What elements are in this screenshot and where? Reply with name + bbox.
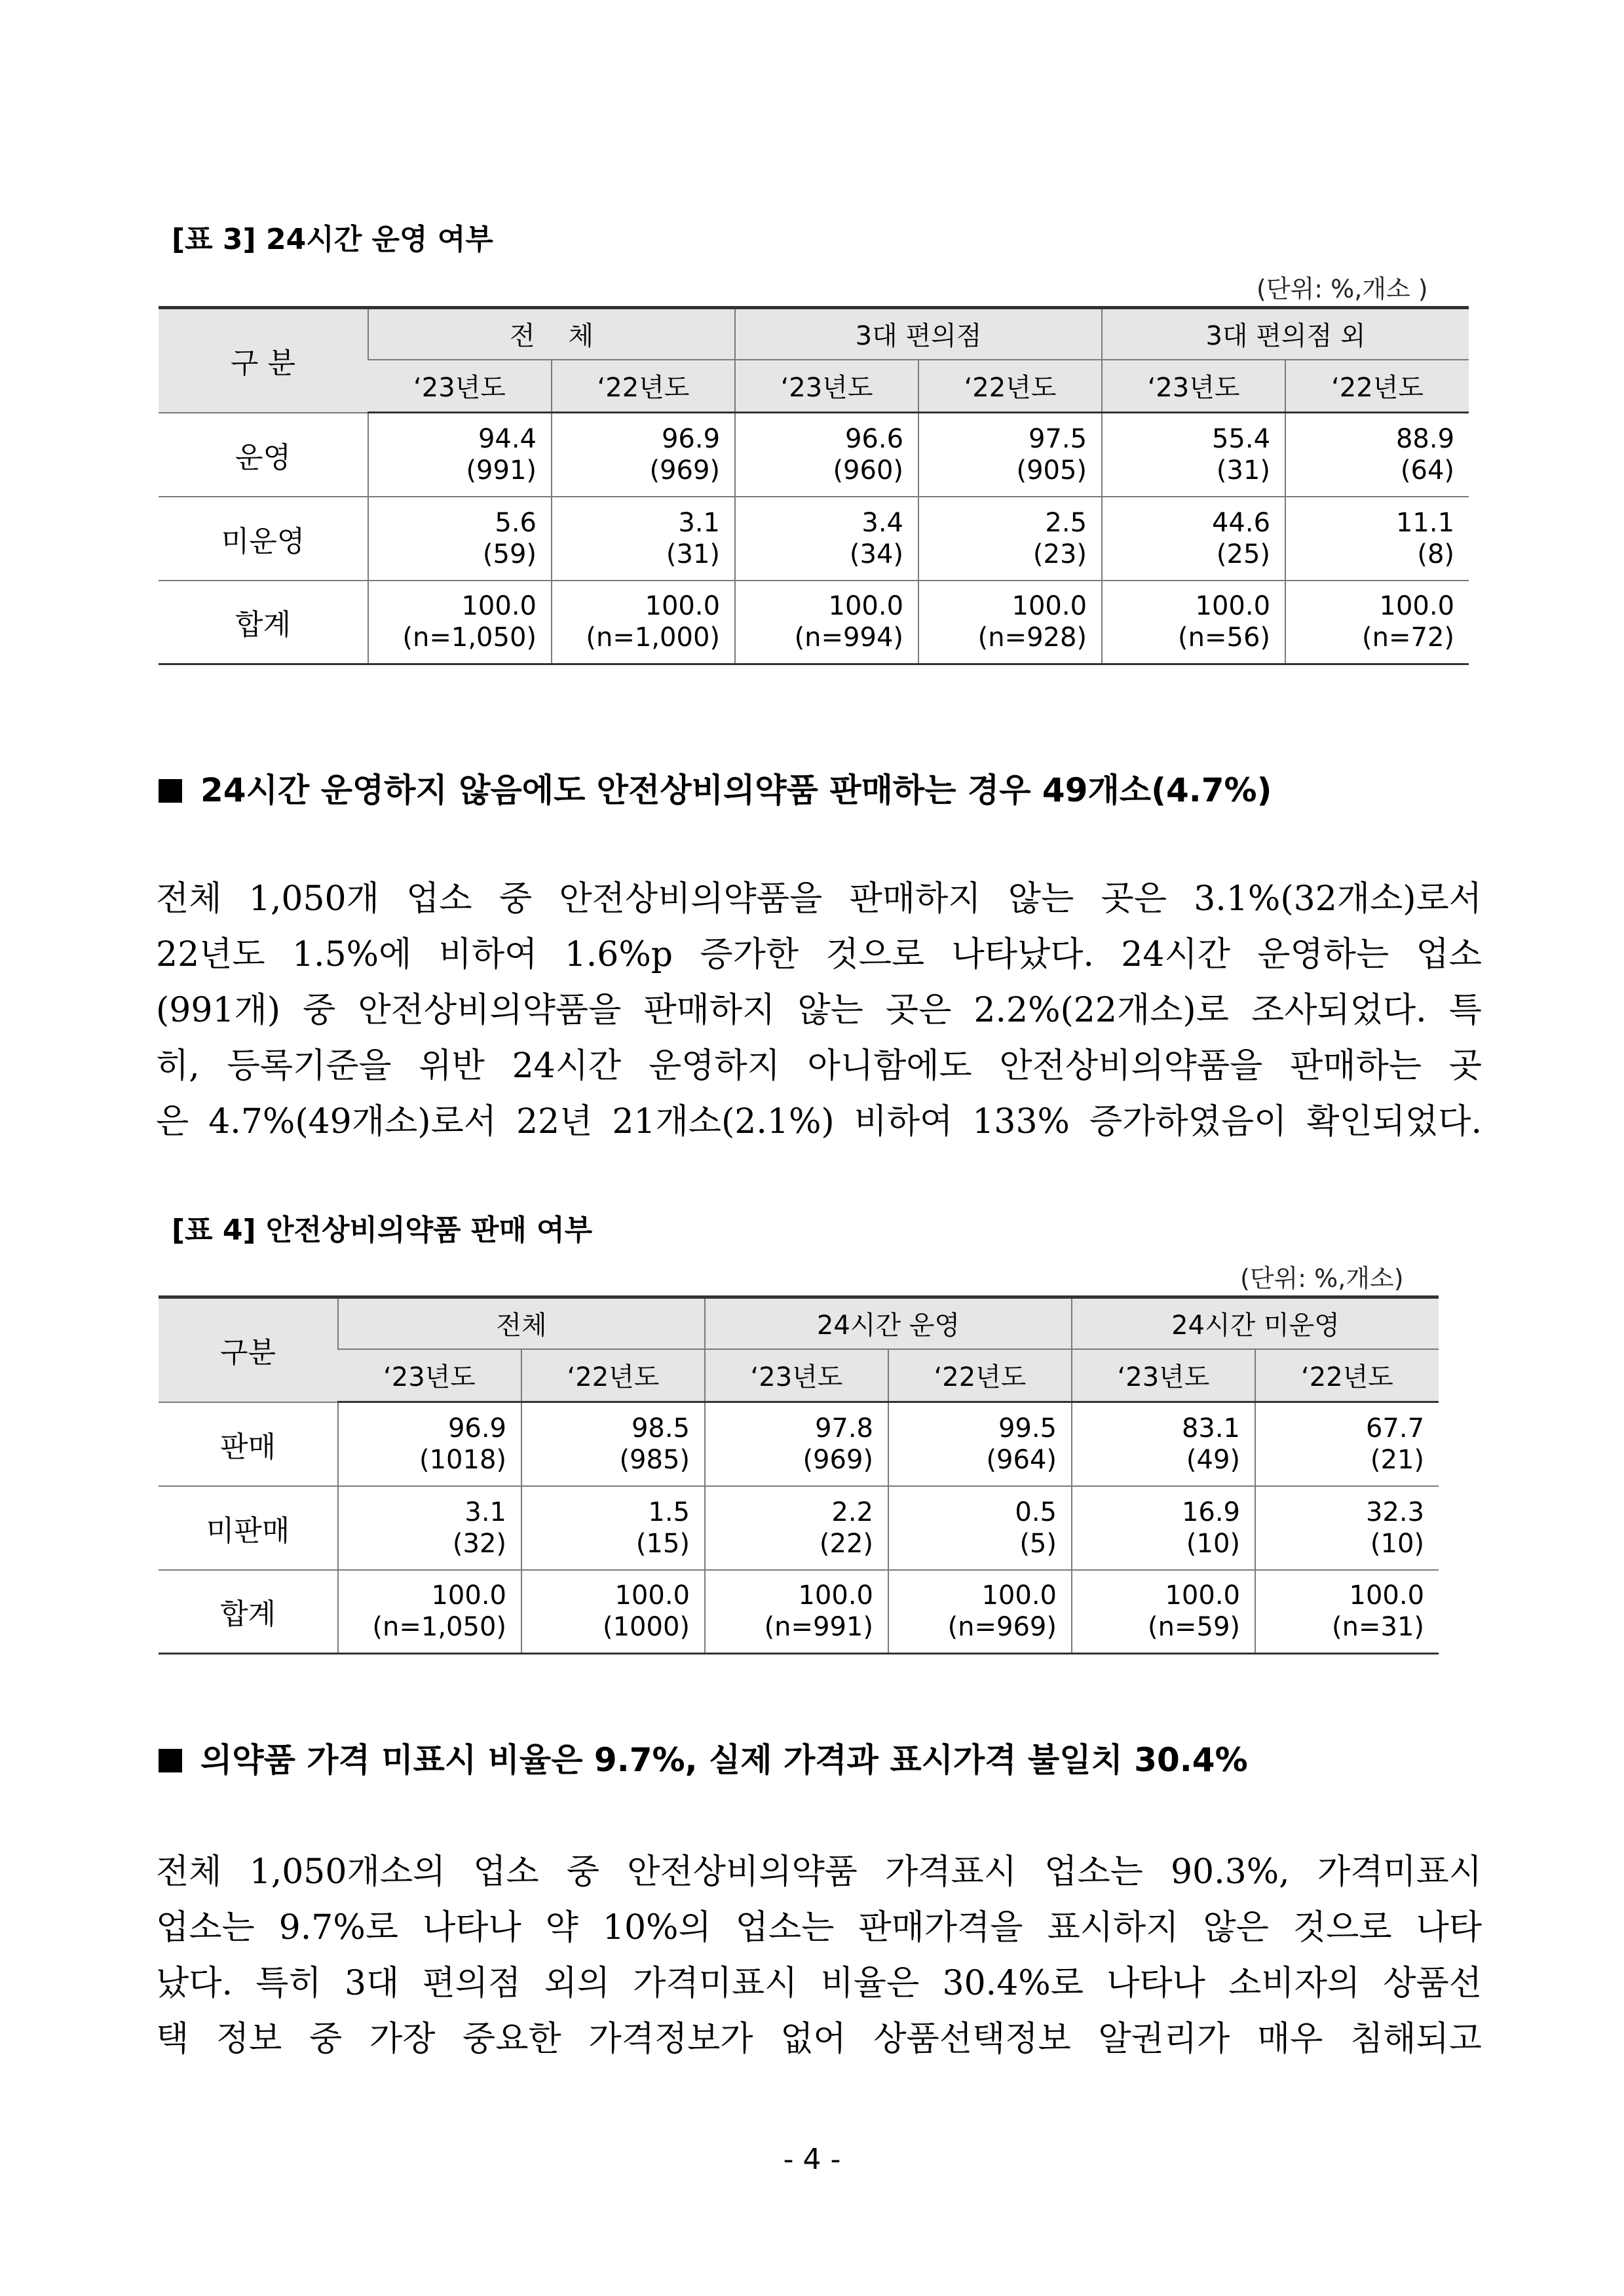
row-label: 합계 <box>159 1570 338 1654</box>
table-cell: 100.0 (n=1,000) <box>552 581 735 664</box>
table-cell: 2.5 (23) <box>918 497 1102 581</box>
table-cell: 97.5 (905) <box>918 413 1102 497</box>
row-label: 미판매 <box>159 1486 338 1570</box>
table-cell: 100.0 (n=56) <box>1102 581 1285 664</box>
table-row <box>159 1402 1439 1486</box>
table4-group-non24h: 24시간 미운영 <box>1072 1297 1439 1349</box>
table4-group-24h: 24시간 운영 <box>705 1297 1072 1349</box>
table-cell: 5.6 (59) <box>368 497 552 581</box>
table-cell: 100.0 (1000) <box>521 1570 705 1654</box>
table-cell: 88.9 (64) <box>1285 413 1469 497</box>
table-row <box>159 581 1469 664</box>
table3-group-total: 전 체 <box>368 308 735 360</box>
table-cell: 100.0 (n=994) <box>735 581 918 664</box>
table-cell: 100.0 (n=31) <box>1255 1570 1439 1654</box>
paragraph-line: 전체 1,050개 업소 중 안전상비의약품을 판매하지 않는 곳은 3.1%(32개소)로서 <box>156 879 1482 919</box>
table-cell: 100.0 (n=928) <box>918 581 1102 664</box>
table-row <box>159 1570 1439 1654</box>
table3-year-header: ‘22년도 <box>552 360 735 413</box>
table-cell: 96.9 (1018) <box>338 1402 521 1486</box>
table4-group-total: 전체 <box>338 1297 705 1349</box>
paragraph-line: 났다. 특히 3대 편의점 외의 가격미표시 비율은 30.4%로 나타나 소비자의 상품선 <box>156 1964 1482 2003</box>
table-cell: 100.0 (n=1,050) <box>338 1570 521 1654</box>
section-heading <box>159 769 1272 811</box>
table-row <box>159 413 1469 497</box>
row-label: 미운영 <box>159 497 368 581</box>
table-cell: 100.0 (n=969) <box>888 1570 1072 1654</box>
table3-year-header: ‘22년도 <box>1285 360 1469 413</box>
paragraph-line: 은 4.7%(49개소)로서 22년 21개소(2.1%) 비하여 133% 증가하였음이 확인되었다. <box>156 1102 1482 1141</box>
table4-year-header: ‘23년도 <box>705 1349 888 1402</box>
table3-unit: (단위: %,개소 ) <box>1256 275 1428 303</box>
table-cell: 3.4 (34) <box>735 497 918 581</box>
page-number: - 4 - <box>783 2143 841 2176</box>
table-cell: 100.0 (n=59) <box>1072 1570 1255 1654</box>
table-cell: 100.0 (n=991) <box>705 1570 888 1654</box>
table-cell: 3.1 (31) <box>552 497 735 581</box>
table-cell: 83.1 (49) <box>1072 1402 1255 1486</box>
table-cell: 44.6 (25) <box>1102 497 1285 581</box>
paragraph-line: 22년도 1.5%에 비하여 1.6%p 증가한 것으로 나타났다. 24시간 운영하는 업소 <box>156 935 1482 974</box>
table3-year-header: ‘23년도 <box>735 360 918 413</box>
table4-caption: [표 4] 안전상비의약품 판매 여부 <box>172 1214 593 1247</box>
table-cell: 32.3 (10) <box>1255 1486 1439 1570</box>
table-cell: 96.9 (969) <box>552 413 735 497</box>
table3-caption: [표 3] 24시간 운영 여부 <box>172 223 493 256</box>
body-paragraph <box>156 871 1482 1150</box>
square-bullet-icon <box>159 1749 182 1772</box>
square-bullet-icon <box>159 779 182 803</box>
section-heading <box>159 1739 1248 1781</box>
table-cell: 3.1 (32) <box>338 1486 521 1570</box>
paragraph-line: (991개) 중 안전상비의약품을 판매하지 않는 곳은 2.2%(22개소)로 조사되었다. 특 <box>156 991 1482 1030</box>
table-row <box>159 1486 1439 1570</box>
table3-group-others: 3대 편의점 외 <box>1102 308 1469 360</box>
table3-group-big3: 3대 편의점 <box>735 308 1102 360</box>
table3-year-header: ‘23년도 <box>1102 360 1285 413</box>
table4-unit: (단위: %,개소) <box>1240 1264 1404 1293</box>
table4-year-header: ‘23년도 <box>1072 1349 1255 1402</box>
table-cell: 96.6 (960) <box>735 413 918 497</box>
table-cell: 94.4 (991) <box>368 413 552 497</box>
row-label: 운영 <box>159 413 368 497</box>
table-cell: 100.0 (n=1,050) <box>368 581 552 664</box>
table3-group-header: 구 분 <box>159 308 368 413</box>
body-paragraph <box>156 1845 1482 2067</box>
table-cell: 67.7 (21) <box>1255 1402 1439 1486</box>
table-cell: 1.5 (15) <box>521 1486 705 1570</box>
paragraph-line: 전체 1,050개소의 업소 중 안전상비의약품 가격표시 업소는 90.3%, 가격미표시 <box>156 1852 1482 1892</box>
table-cell: 55.4 (31) <box>1102 413 1285 497</box>
table4-year-header: ‘23년도 <box>338 1349 521 1402</box>
table-cell: 2.2 (22) <box>705 1486 888 1570</box>
paragraph-line: 택 정보 중 가장 중요한 가격정보가 없어 상품선택정보 알권리가 매우 침해되고 <box>156 2019 1482 2059</box>
table3-year-header: ‘23년도 <box>368 360 552 413</box>
table-row <box>159 497 1469 581</box>
table4 <box>159 1295 1439 1655</box>
table-cell: 100.0 (n=72) <box>1285 581 1469 664</box>
table-cell: 98.5 (985) <box>521 1402 705 1486</box>
table-cell: 97.8 (969) <box>705 1402 888 1486</box>
row-label: 합계 <box>159 581 368 664</box>
table4-year-header: ‘22년도 <box>521 1349 705 1402</box>
table4-group-header: 구분 <box>159 1297 338 1402</box>
row-label: 판매 <box>159 1402 338 1486</box>
paragraph-line: 히, 등록기준을 위반 24시간 운영하지 아니함에도 안전상비의약품을 판매하는 곳 <box>156 1046 1482 1086</box>
table-cell: 0.5 (5) <box>888 1486 1072 1570</box>
table3 <box>159 306 1469 665</box>
section-heading-text: 24시간 운영하지 않음에도 안전상비의약품 판매하는 경우 49개소(4.7%) <box>200 771 1272 809</box>
paragraph-line: 업소는 9.7%로 나타나 약 10%의 업소는 판매가격을 표시하지 않은 것으로 나타 <box>156 1908 1482 1947</box>
table-cell: 99.5 (964) <box>888 1402 1072 1486</box>
table3-year-header: ‘22년도 <box>918 360 1102 413</box>
section-heading-text: 의약품 가격 미표시 비율은 9.7%, 실제 가격과 표시가격 불일치 30.4% <box>200 1741 1248 1779</box>
table4-year-header: ‘22년도 <box>888 1349 1072 1402</box>
table-cell: 16.9 (10) <box>1072 1486 1255 1570</box>
table-cell: 11.1 (8) <box>1285 497 1469 581</box>
table4-year-header: ‘22년도 <box>1255 1349 1439 1402</box>
